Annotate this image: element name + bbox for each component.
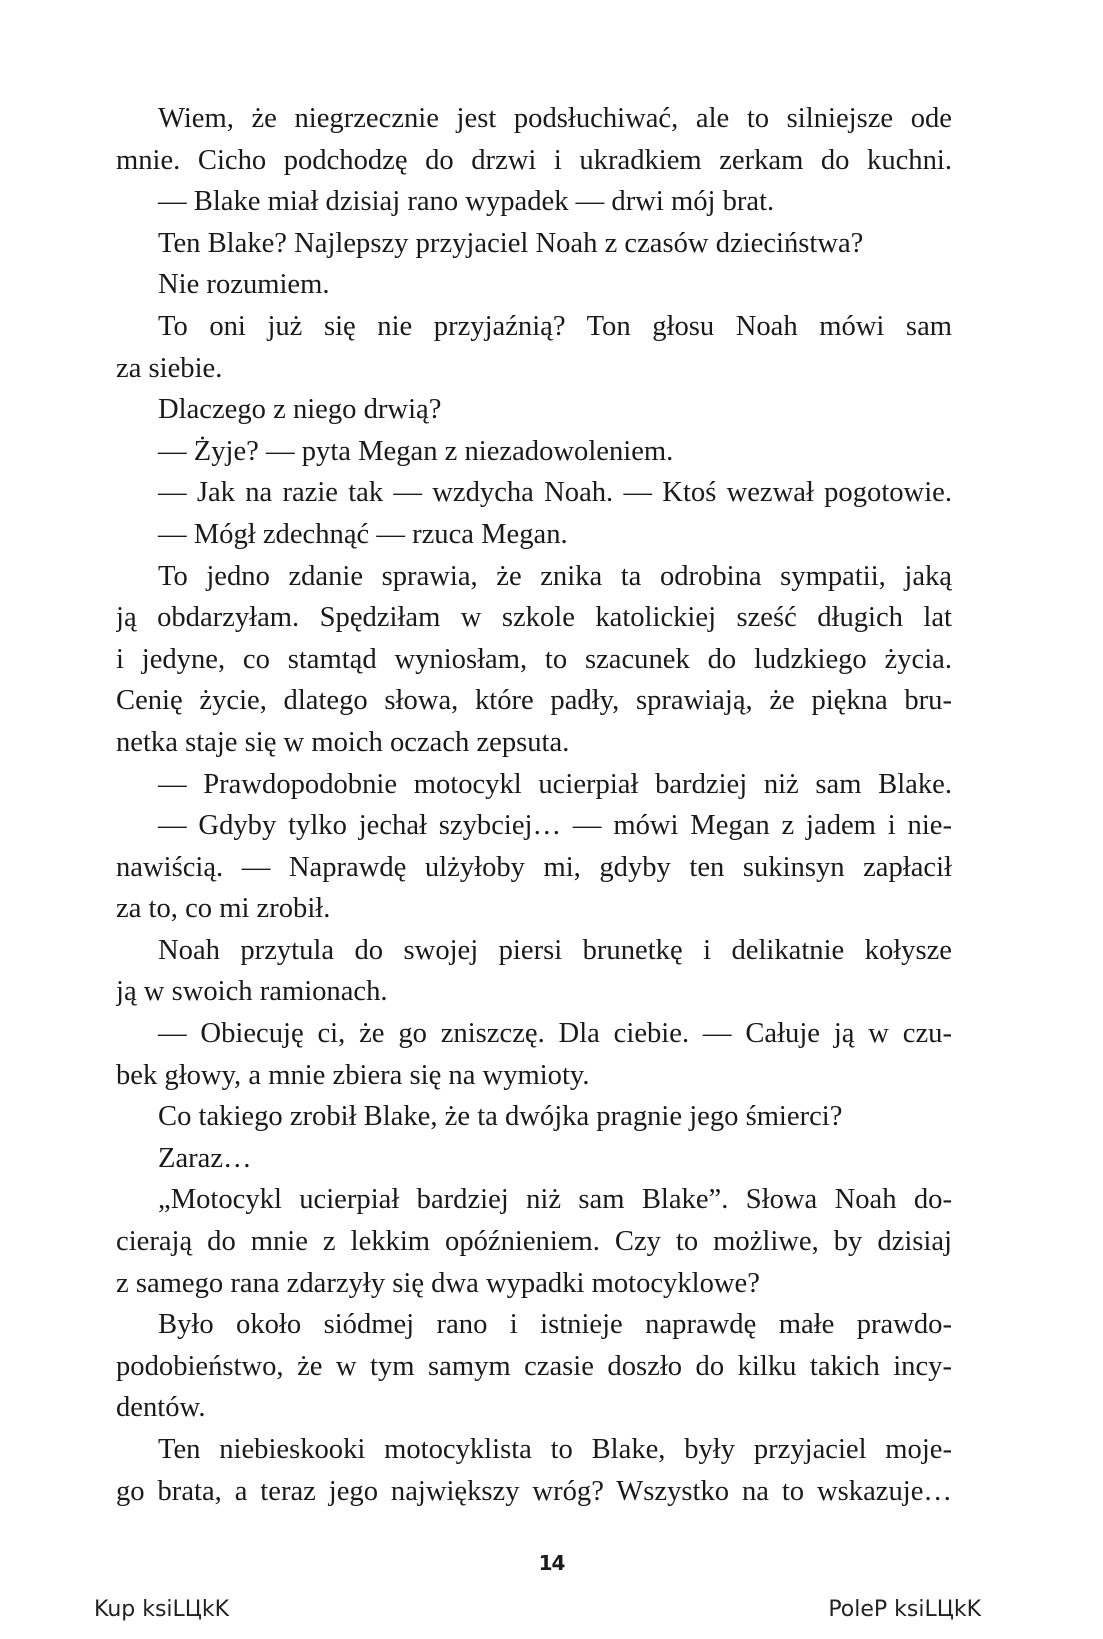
page-number: 14 (538, 1551, 565, 1575)
text-line: ją w swoich ramionach. (116, 976, 388, 1008)
text-line: Dlaczego z niego drwią? (158, 394, 442, 426)
text-line: Wiem, że niegrzecznie jest podsłuchiwać, ale to silniejsze ode (158, 103, 952, 134)
buy-book-link[interactable]: Kup ksiLЦkK (94, 1597, 230, 1622)
text-line: To jedno zdanie sprawia, że znika ta odrobina sympatii, jaką (158, 560, 952, 592)
text-line: mnie. Cicho podchodzę do drzwi i ukradkiem zerkam do kuchni. (116, 144, 952, 176)
text-line: Ten niebieskooki motocyklista to Blake, były przyjaciel moje- (158, 1434, 952, 1465)
text-line: — Mógł zdechnąć — rzuca Megan. (158, 518, 568, 550)
text-line: za to, co mi zrobił. (116, 893, 331, 925)
text-line: go brata, a teraz jego największy wróg? Wszystko na to wskazuje… (116, 1475, 952, 1507)
text-line: Zaraz… (158, 1142, 252, 1174)
text-line: Co takiego zrobił Blake, że ta dwójka pragnie jego śmierci? (158, 1101, 843, 1133)
text-line: bek głowy, a mnie zbiera się na wymioty. (116, 1059, 590, 1091)
text-line: Nie rozumiem. (158, 269, 330, 301)
text-line: ją obdarzyłam. Spędziłam w szkole katolickiej sześć długich lat (116, 602, 952, 634)
text-line: — Blake miał dzisiaj rano wypadek — drwi mój brat. (158, 186, 775, 218)
text-line: To oni już się nie przyjaźnią? Ton głosu Noah mówi sam (158, 310, 952, 342)
text-line: — Prawdopodobnie motocykl ucierpiał bardziej niż sam Blake. (158, 768, 952, 800)
text-line: z samego rana zdarzyły się dwa wypadki motocyklowe? (116, 1267, 760, 1299)
text-line: — Żyje? — pyta Megan z niezadowoleniem. (158, 435, 674, 467)
text-line: Ten Blake? Najlepszy przyjaciel Noah z czasów dzieciństwa? (158, 227, 864, 259)
text-line: i jedyne, co stamtąd wyniosłam, to szacunek do ludzkiego życia. (116, 643, 952, 675)
text-line: nawiścią. — Naprawdę ulżyłoby mi, gdyby ten sukinsyn zapłacił (116, 851, 952, 883)
book-page-text (116, 98, 952, 1512)
recommend-book-link[interactable]: PoleP ksiLЦkK (828, 1597, 981, 1622)
text-line: podobieństwo, że w tym samym czasie doszło do kilku takich incy- (116, 1350, 952, 1382)
text-line: Noah przytula do swojej piersi brunetkę i delikatnie kołysze (158, 934, 952, 966)
text-line: Cenię życie, dlatego słowa, które padły, sprawiają, że piękna bru- (116, 685, 952, 717)
text-line: „Motocykl ucierpiał bardziej niż sam Blake”. Słowa Noah do- (158, 1184, 952, 1216)
text-line: za siebie. (116, 352, 223, 384)
text-line: netka staje się w moich oczach zepsuta. (116, 726, 570, 758)
text-line: — Jak na razie tak — wzdycha Noah. — Ktoś wezwał pogotowie. (158, 477, 952, 509)
text-line: dentów. (116, 1392, 206, 1424)
text-line: Było około siódmej rano i istnieje naprawdę małe prawdo- (158, 1309, 952, 1341)
text-line: — Gdyby tylko jechał szybciej… — mówi Megan z jadem i nie- (158, 810, 952, 842)
text-line: — Obiecuję ci, że go zniszczę. Dla ciebie. — Całuje ją w czu- (158, 1018, 952, 1050)
text-line: cierają do mnie z lekkim opóźnieniem. Czy to możliwe, by dzisiaj (116, 1226, 952, 1258)
